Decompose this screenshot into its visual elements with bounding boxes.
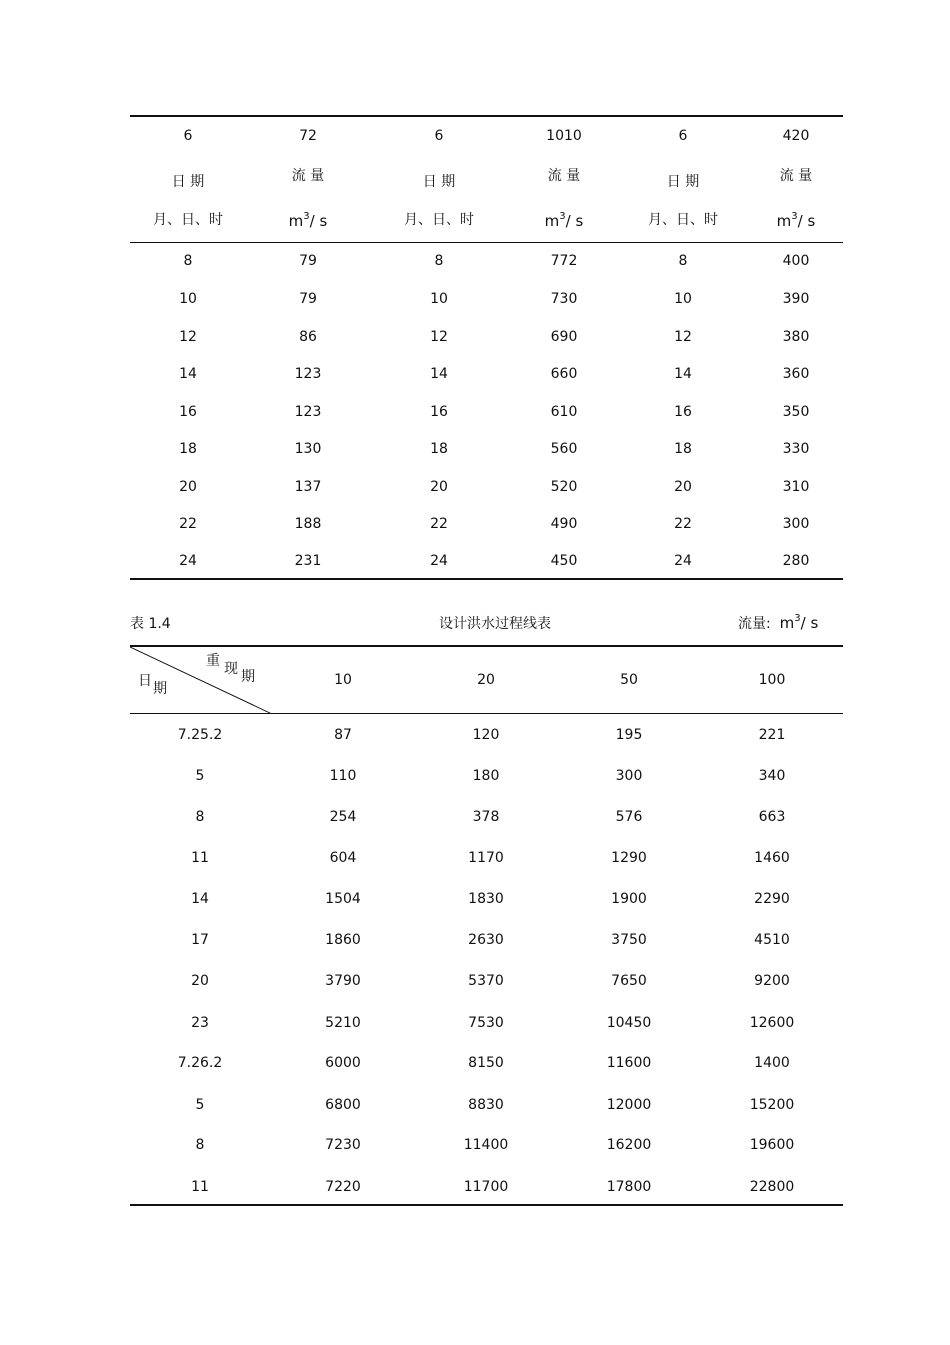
header-date-sub: 月、日、时 — [648, 212, 718, 228]
table-cell: 6800 — [325, 1097, 361, 1113]
table-cell: 12 — [674, 329, 692, 345]
top-value-cell: 6 — [678, 128, 688, 144]
table-cell: 24 — [430, 553, 448, 569]
corner-header-bottom: 期 — [153, 681, 167, 697]
table-cell: 16 — [179, 404, 197, 420]
top-value-cell: 6 — [183, 128, 193, 144]
table-cell: 5 — [195, 1097, 205, 1113]
table-cell: 8 — [183, 253, 193, 269]
table-cell: 123 — [294, 366, 322, 382]
table-bottom-rule — [130, 1204, 843, 1206]
table-cell: 5370 — [468, 973, 504, 989]
table-cell: 1460 — [754, 850, 790, 866]
table-cell: 3750 — [611, 932, 647, 948]
table-label: 表 1.4 — [130, 616, 171, 632]
table-cell: 16 — [674, 404, 692, 420]
table-cell: 12000 — [606, 1097, 652, 1113]
header-unit: $m^3/$ s — [288, 211, 328, 230]
table-cell: 3790 — [325, 973, 361, 989]
table-cell: 20 — [179, 479, 197, 495]
table-cell: 772 — [550, 253, 578, 269]
header-unit: $m^3/$ s — [544, 211, 584, 230]
table-cell: 221 — [758, 727, 786, 743]
table-cell: 11700 — [463, 1179, 509, 1195]
table-cell: 16200 — [606, 1137, 652, 1153]
table-cell: 7.25.2 — [177, 727, 223, 743]
table-cell: 1400 — [754, 1055, 790, 1071]
table-cell: 10 — [674, 291, 692, 307]
table-cell: 8150 — [468, 1055, 504, 1071]
table-cell: 10 — [179, 291, 197, 307]
table-cell: 4510 — [754, 932, 790, 948]
table-top-rule — [130, 115, 843, 117]
table-cell: 280 — [782, 553, 810, 569]
table-cell: 195 — [615, 727, 643, 743]
table-cell: 137 — [294, 479, 322, 495]
header-date: 日 期 — [666, 174, 700, 190]
table-cell: 7230 — [325, 1137, 361, 1153]
table-cell: 300 — [782, 516, 810, 532]
top-value-cell: 420 — [782, 128, 810, 144]
table-cell: 11400 — [463, 1137, 509, 1153]
top-value-cell: 72 — [299, 128, 317, 144]
table-cell: 18 — [430, 441, 448, 457]
table-cell: 604 — [329, 850, 357, 866]
table-cell: 12 — [430, 329, 448, 345]
table-cell: 7650 — [611, 973, 647, 989]
table-cell: 7220 — [325, 1179, 361, 1195]
header-date-sub: 月、日、时 — [153, 212, 223, 228]
header-divider — [130, 242, 843, 243]
table-cell: 8 — [678, 253, 688, 269]
table-cell: 660 — [550, 366, 578, 382]
header-unit: $m^3/$ s — [776, 211, 816, 230]
table-cell: 11600 — [606, 1055, 652, 1071]
header-flow: 流 量 — [547, 168, 581, 184]
table-cell: 330 — [782, 441, 810, 457]
table-cell: 450 — [550, 553, 578, 569]
table-cell: 378 — [472, 809, 500, 825]
table-cell: 17800 — [606, 1179, 652, 1195]
table-cell: 110 — [329, 768, 357, 784]
table-cell: 22800 — [749, 1179, 795, 1195]
table-cell: 1170 — [468, 850, 504, 866]
table-cell: 520 — [550, 479, 578, 495]
header-date: 日 期 — [171, 174, 205, 190]
table-cell: 14 — [179, 366, 197, 382]
table-cell: 14 — [430, 366, 448, 382]
table-cell: 12600 — [749, 1015, 795, 1031]
table-cell: 120 — [472, 727, 500, 743]
top-value-cell: 6 — [434, 128, 444, 144]
table-cell: 1290 — [611, 850, 647, 866]
corner-header-top: 重 — [206, 653, 220, 669]
table-cell: 6000 — [325, 1055, 361, 1071]
table-cell: 730 — [550, 291, 578, 307]
table-cell: 610 — [550, 404, 578, 420]
table-cell: 380 — [782, 329, 810, 345]
table-cell: 390 — [782, 291, 810, 307]
table-cell: 560 — [550, 441, 578, 457]
table-cell: 86 — [299, 329, 317, 345]
table-cell: 690 — [550, 329, 578, 345]
top-value-cell: 1010 — [546, 128, 582, 144]
table-cell: 576 — [615, 809, 643, 825]
table-cell: 19600 — [749, 1137, 795, 1153]
table-cell: 8 — [195, 809, 205, 825]
table-cell: 360 — [782, 366, 810, 382]
table-cell: 663 — [758, 809, 786, 825]
header-date-sub: 月、日、时 — [404, 212, 474, 228]
table-cell: 180 — [472, 768, 500, 784]
table-title: 设计洪水过程线表 — [439, 616, 551, 632]
table-cell: 24 — [674, 553, 692, 569]
table-cell: 2630 — [468, 932, 504, 948]
table-cell: 340 — [758, 768, 786, 784]
table-cell: 490 — [550, 516, 578, 532]
table-cell: 20 — [191, 973, 209, 989]
table-cell: 15200 — [749, 1097, 795, 1113]
table-cell: 400 — [782, 253, 810, 269]
table-cell: 9200 — [754, 973, 790, 989]
table-cell: 11 — [191, 850, 209, 866]
table-cell: 5210 — [325, 1015, 361, 1031]
table-cell: 10450 — [606, 1015, 652, 1031]
header-divider — [130, 713, 843, 714]
table-cell: 8 — [195, 1137, 205, 1153]
table-cell: 188 — [294, 516, 322, 532]
corner-header-top: 现 — [224, 661, 238, 677]
table-cell: 130 — [294, 441, 322, 457]
table-cell: 5 — [195, 768, 205, 784]
table-cell: 17 — [191, 932, 209, 948]
header-date: 日 期 — [422, 174, 456, 190]
table-cell: 310 — [782, 479, 810, 495]
column-header: 20 — [477, 672, 495, 688]
table-cell: 23 — [191, 1015, 209, 1031]
table-cell: 231 — [294, 553, 322, 569]
table-cell: 18 — [179, 441, 197, 457]
table-cell: 1504 — [325, 891, 361, 907]
column-header: 100 — [758, 672, 786, 688]
table-cell: 1830 — [468, 891, 504, 907]
header-flow: 流 量 — [291, 168, 325, 184]
table-cell: 350 — [782, 404, 810, 420]
table-cell: 8 — [434, 253, 444, 269]
corner-header-top: 期 — [241, 669, 255, 685]
table-cell: 2290 — [754, 891, 790, 907]
table-cell: 123 — [294, 404, 322, 420]
table-cell: 10 — [430, 291, 448, 307]
corner-header-bottom: 日 — [138, 673, 152, 689]
table-cell: 22 — [179, 516, 197, 532]
table-bottom-rule — [130, 578, 843, 580]
table-cell: 22 — [674, 516, 692, 532]
table-cell: 24 — [179, 553, 197, 569]
table-cell: 8830 — [468, 1097, 504, 1113]
table-cell: 22 — [430, 516, 448, 532]
unit-caption: 流量: $m^3/$ s — [738, 613, 819, 632]
table-cell: 14 — [191, 891, 209, 907]
table-cell: 87 — [334, 727, 352, 743]
table-cell: 79 — [299, 253, 317, 269]
table-cell: 7530 — [468, 1015, 504, 1031]
table-cell: 12 — [179, 329, 197, 345]
table-cell: 7.26.2 — [177, 1055, 223, 1071]
column-header: 10 — [334, 672, 352, 688]
table-cell: 14 — [674, 366, 692, 382]
header-flow: 流 量 — [779, 168, 813, 184]
table-cell: 16 — [430, 404, 448, 420]
table-cell: 11 — [191, 1179, 209, 1195]
column-header: 50 — [620, 672, 638, 688]
table-cell: 300 — [615, 768, 643, 784]
table-cell: 1900 — [611, 891, 647, 907]
table-cell: 20 — [430, 479, 448, 495]
table-cell: 20 — [674, 479, 692, 495]
table-cell: 254 — [329, 809, 357, 825]
table-cell: 1860 — [325, 932, 361, 948]
table-cell: 79 — [299, 291, 317, 307]
table-cell: 18 — [674, 441, 692, 457]
